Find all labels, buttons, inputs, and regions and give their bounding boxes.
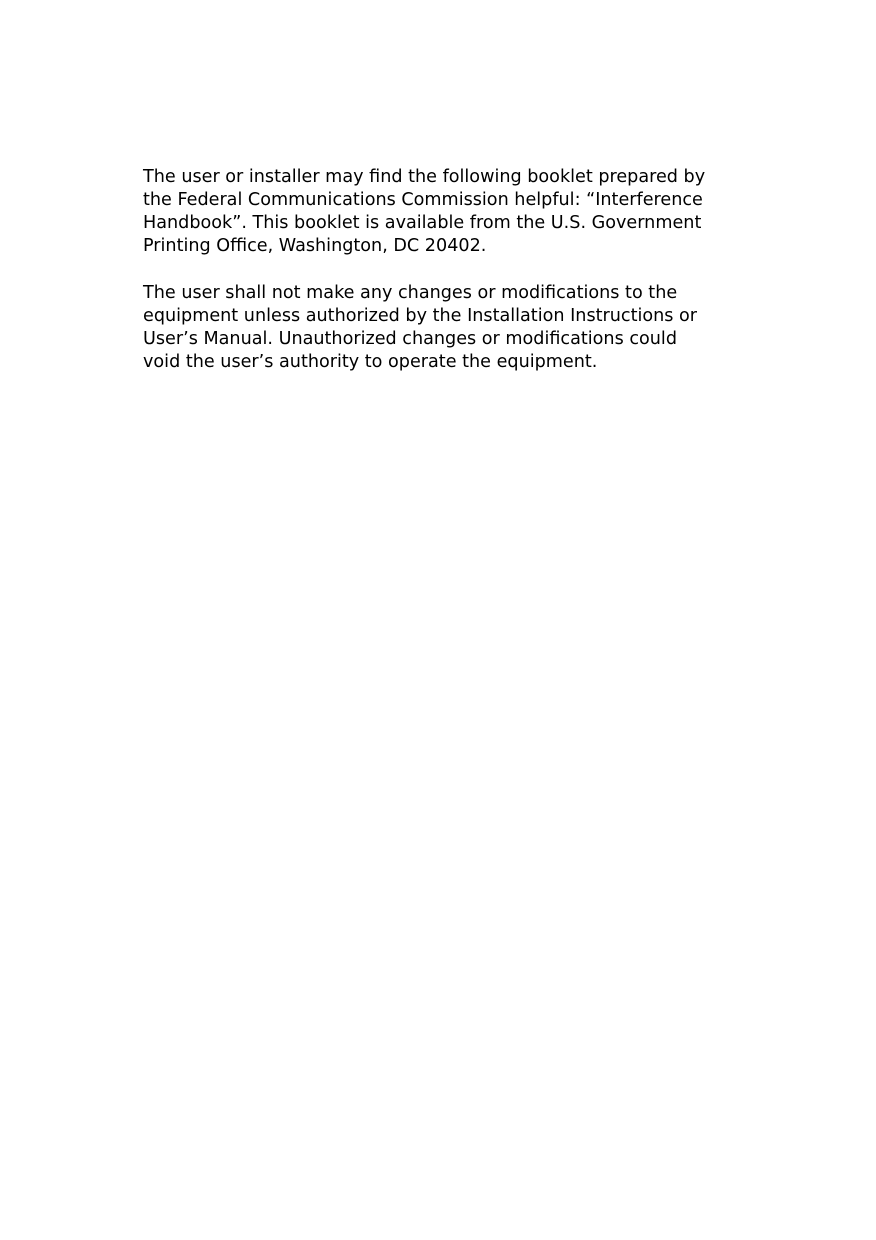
document-body (143, 166, 753, 374)
text-line: equipment unless authorized by the Installation Instructions or (143, 306, 698, 326)
text-line: The user shall not make any changes or modifications to the (143, 283, 678, 303)
text-line: Printing Office, Washington, DC 20402. (143, 236, 487, 256)
text-line: Handbook”. This booklet is available from the U.S. Government (143, 213, 702, 233)
text-line: void the user’s authority to operate the equipment. (143, 352, 598, 372)
text-line: User’s Manual. Unauthorized changes or modifications could (143, 329, 677, 349)
paragraph-interference-handbook (143, 166, 753, 258)
text-line: the Federal Communications Commission helpful: “Interference (143, 190, 703, 210)
text-line: The user or installer may find the following booklet prepared by (143, 167, 706, 187)
paragraph-modifications-warning (143, 282, 753, 374)
